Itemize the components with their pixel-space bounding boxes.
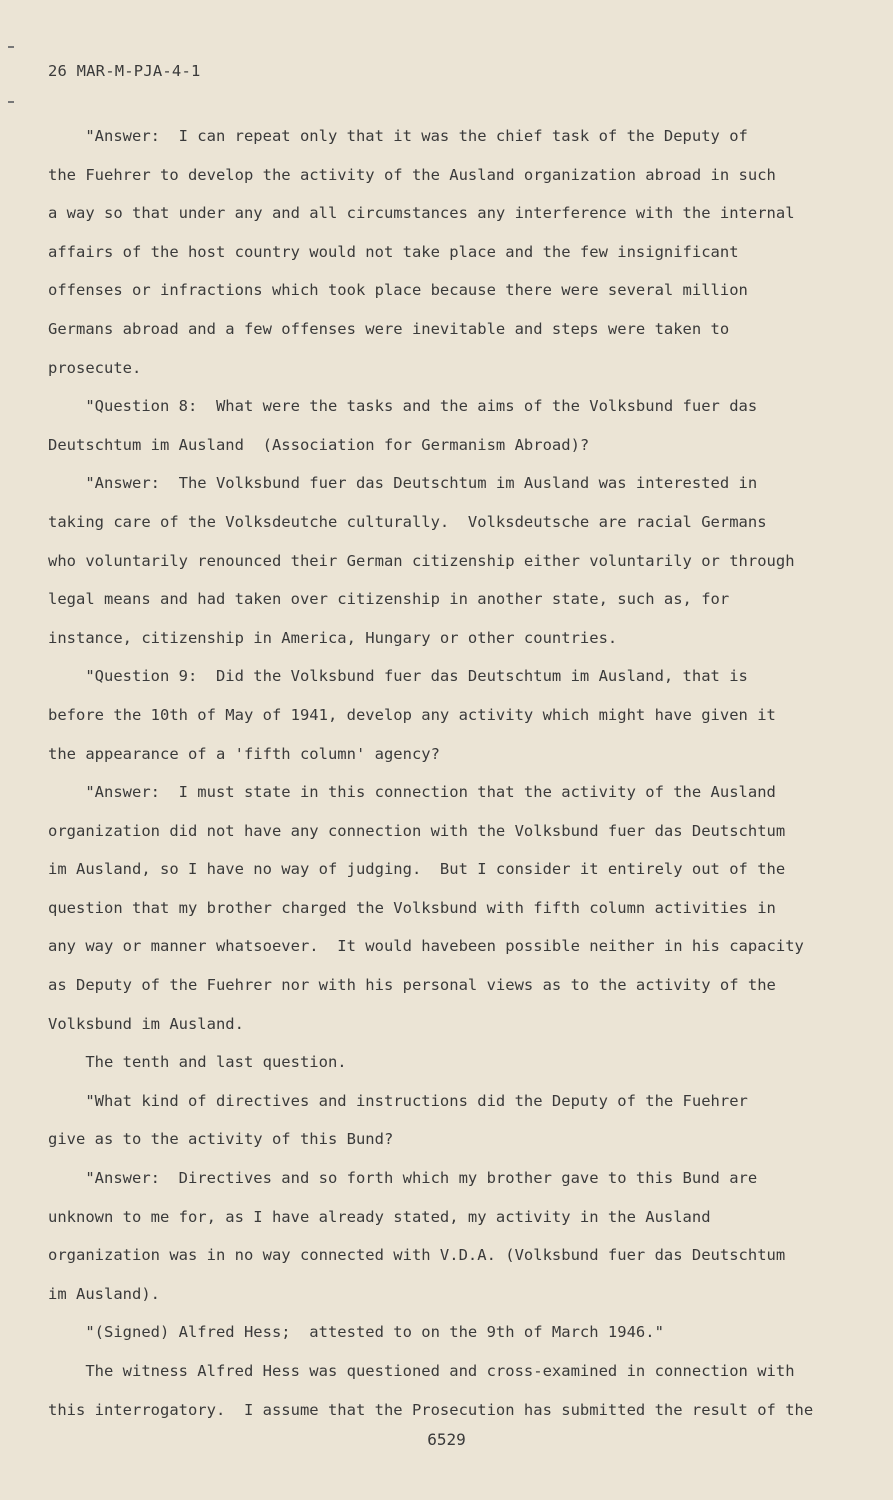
text-line: taking care of the Volksdeutche culturally. Volksdeutsche are racial Germans <box>48 512 767 531</box>
text-line: the appearance of a 'fifth column' agency? <box>48 744 440 763</box>
text-line: "Question 9: Did the Volksbund fuer das Deutschtum im Ausland, that is <box>48 667 748 686</box>
text-line: a way so that under any and all circumstances any interference with the internal <box>48 204 795 223</box>
text-line: The tenth and last question. <box>48 1053 347 1072</box>
document-body <box>48 117 838 1429</box>
document-reference: 26 MAR-M-PJA-4-1 <box>48 62 201 80</box>
text-line: instance, citizenship in America, Hungary or other countries. <box>48 628 618 647</box>
text-line: question that my brother charged the Volksbund with fifth column activities in <box>48 898 776 917</box>
text-line: organization was in no way connected with V.D.A. (Volksbund fuer das Deutschtum <box>48 1246 786 1265</box>
text-line: as Deputy of the Fuehrer nor with his personal views as to the activity of the <box>48 976 776 995</box>
text-line: im Ausland, so I have no way of judging. But I consider it entirely out of the <box>48 860 786 879</box>
text-line: organization did not have any connection with the Volksbund fuer das Deutschtum <box>48 821 786 840</box>
text-line: Volksbund im Ausland. <box>48 1014 244 1033</box>
text-line: Deutschtum im Ausland (Association for Germanism Abroad)? <box>48 435 590 454</box>
text-line: prosecute. <box>48 358 142 377</box>
text-line: before the 10th of May of 1941, develop any activity which might have given it <box>48 705 776 724</box>
margin-mark <box>8 101 14 103</box>
text-line: "(Signed) Alfred Hess; attested to on the 9th of March 1946." <box>48 1323 664 1342</box>
text-line: the Fuehrer to develop the activity of the Ausland organization abroad in such <box>48 165 776 184</box>
text-line: "Question 8: What were the tasks and the aims of the Volksbund fuer das <box>48 397 758 416</box>
text-line: "Answer: Directives and so forth which my brother gave to this Bund are <box>48 1169 758 1188</box>
text-line: im Ausland). <box>48 1284 160 1303</box>
text-line: give as to the activity of this Bund? <box>48 1130 394 1149</box>
text-line: who voluntarily renounced their German citizenship either voluntarily or through <box>48 551 795 570</box>
margin-mark <box>8 46 14 48</box>
text-line: "What kind of directives and instructions did the Deputy of the Fuehrer <box>48 1091 748 1110</box>
text-line: offenses or infractions which took place because there were several million <box>48 281 748 300</box>
text-line: any way or manner whatsoever. It would havebeen possible neither in his capacity <box>48 937 804 956</box>
text-line: "Answer: I must state in this connection that the activity of the Ausland <box>48 783 776 802</box>
text-line: this interrogatory. I assume that the Prosecution has submitted the result of the <box>48 1400 814 1419</box>
text-line: Germans abroad and a few offenses were inevitable and steps were taken to <box>48 319 730 338</box>
text-line: legal means and had taken over citizenship in another state, such as, for <box>48 590 730 609</box>
text-line: "Answer: I can repeat only that it was the chief task of the Deputy of <box>48 127 748 145</box>
text-line: "Answer: The Volksbund fuer das Deutschtum im Ausland was interested in <box>48 474 758 493</box>
text-line: unknown to me for, as I have already stated, my activity in the Ausland <box>48 1207 711 1226</box>
page-number: 6529 <box>427 1430 466 1449</box>
text-line: affairs of the host country would not take place and the few insignificant <box>48 242 739 261</box>
text-line: The witness Alfred Hess was questioned and cross-examined in connection with <box>48 1362 795 1380</box>
